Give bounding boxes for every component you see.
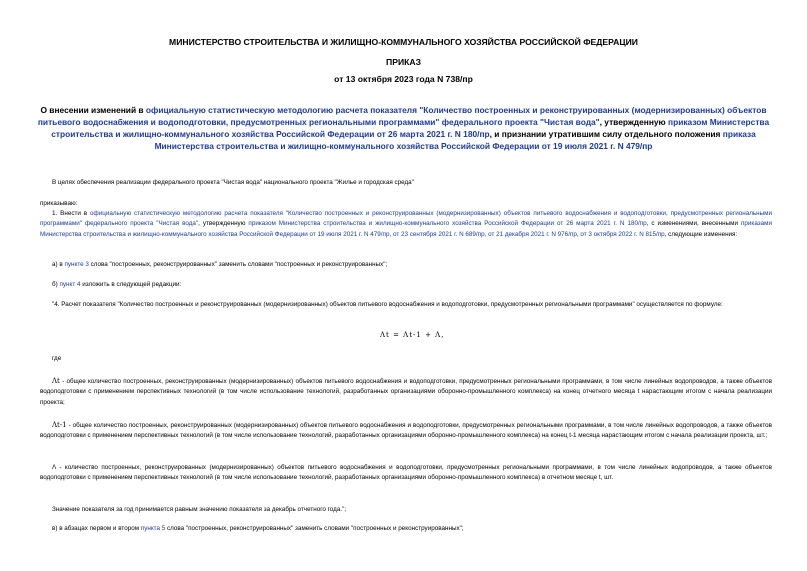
item-1-link-order-180[interactable]: приказом Министерства строительства и жилищно-коммунального хозяйства Российской Федерации от 26 марта 2021 г. N 180/пр [248,220,647,228]
definition-1-text: - общее количество построенных, реконструированных (модернизированных) объектов питьевого водоснабжения и водоподготовки, предусмотренных региональными программами, в том числе линейных водопроводов, а также объектов водоподготовки с применением перспективных технологий (в том числе использование технологий, разработанных организациями оборонно-промышленного комплекса) на конец отчетного месяца t нарастающим итогом с начала реализации проекта; [40,378,772,406]
item-b-text-a: б) [52,281,60,288]
item-a-link-point-3[interactable]: пункте 3 [64,261,89,268]
definition-2 [40,420,772,442]
formula: Λt = Λt-1 + Λ, [380,331,445,339]
item-b-paragraph [40,280,772,290]
item-v-paragraph [40,524,772,534]
where-label: где [52,355,62,362]
item-a-paragraph [40,260,772,270]
item-v-text-a: в) в абзацах первом и втором [52,525,141,532]
item-1-text-d: , следующие изменения: [664,230,738,238]
item-a-text-b: слова "построенных, реконструированных" заменить словами "построенных и реконструированных"; [88,261,388,268]
item-1-text-a: 1. Внести в [52,210,91,217]
orders-word: приказываю: [40,200,78,207]
document-type: ПРИКАЗ [386,57,421,67]
item-1-text-c: , с изменениями, внесенными [646,220,741,228]
annual-value-paragraph: Значение показателя за год принимается равным значению показателя за декабрь отчетного года."; [52,506,347,513]
ministry-heading: МИНИСТЕРСТВО СТРОИТЕЛЬСТВА И ЖИЛИЩНО-КОММУНАЛЬНОГО ХОЗЯЙСТВА РОССИЙСКОЙ ФЕДЕРАЦИИ [169,37,638,47]
item-1-paragraph [40,209,772,240]
point-4-paragraph: "4. Расчет показателя "Количество построенных и реконструированных (модернизированных) объектов питьевого водоснабжения и водоподготовки, предусмотренных региональными программами" осуществляется по формуле: [52,301,723,308]
title-link-methodology[interactable]: официальную статистическую методологию расчета показателя "Количество построенных и реконструированных (модернизированных) объектов питьевого водоснабжения и водоподготовки, предусмотренных региональными программами" федерального проекта "Чистая вода" [37,105,767,127]
definition-2-symbol: Λt-1 [52,421,67,429]
intro-paragraph: В целях обеспечения реализации федерального проекта "Чистая вода" национального проекта "Жилье и городская среда" [52,179,414,186]
item-1-link-amending-orders[interactable]: приказами Министерства строительства и жилищно-коммунального хозяйства Российской Федерации от 19 июля 2021 г. N 479/пр, от 23 сентября 2021 г. N 689/пр, от 21 декабря 2021 г. N 976/пр, от 3 октября 2022 г. N 815/пр [40,220,772,238]
title-link-order-479[interactable]: приказа Министерства строительства и жилищно-коммунального хозяйства Российской Федерации от 19 июля 2021 г. N 479/пр [154,129,756,151]
item-1-text-b: , утвержденную [198,220,249,228]
item-a-text-a: а) в [52,261,65,268]
title-link-order-180[interactable]: приказом Министерства строительства и жилищно-коммунального хозяйства Российской Федерации от 26 марта 2021 г. N 180/пр [51,117,770,139]
definition-1 [40,376,772,408]
title-text-2: , утвержденную [599,117,669,127]
item-b-text-b: изложить в следующей редакции: [80,281,182,288]
title-text-1: О внесении изменений в [40,105,146,115]
document-title [36,104,771,152]
title-text-3: , и признании утратившим силу отдельного положения [489,129,723,139]
item-b-link-point-4[interactable]: пункт 4 [59,281,81,288]
definition-1-symbol: Λt [52,377,60,385]
item-v-text-b: слова "построенных, реконструированных" заменить словами "построенных и реконструированных"; [165,525,464,532]
definition-2-text: - общее количество построенных, реконструированных (модернизированных) объектов питьевого водоснабжения и водоподготовки, предусмотренных региональными программами, в том числе линейных водопроводов, а также объектов водоподготовки с применением перспективных технологий (в том числе использование технологий, разработанных организациями оборонно-промышленного комплекса) на конец t-1 месяца нарастающим итогом с начала реализации проекта, шт.; [40,422,772,440]
item-1-link-methodology[interactable]: официальную статистическую методологию расчета показателя "Количество построенных и реконструированных (модернизированных) объектов питьевого водоснабжения и водоподготовки, предусмотренных региональными программами" федерального проекта "Чистая вода" [40,210,773,228]
date-number: от 13 октября 2023 года N 738/пр [334,74,473,84]
item-v-link-point-5[interactable]: пункта 5 [140,525,166,532]
definition-3: Λ - количество построенных, реконструированных (модернизированных) объектов питьевого водоснабжения и водоподготовки, предусмотренных региональными программами, в том числе линейных водопроводов, а также объектов водоподготовки с применением перспективных технологий (в том числе использование технологий, разработанных организациями оборонно-промышленного комплекса) в отчетном месяце t, шт. [40,464,772,482]
